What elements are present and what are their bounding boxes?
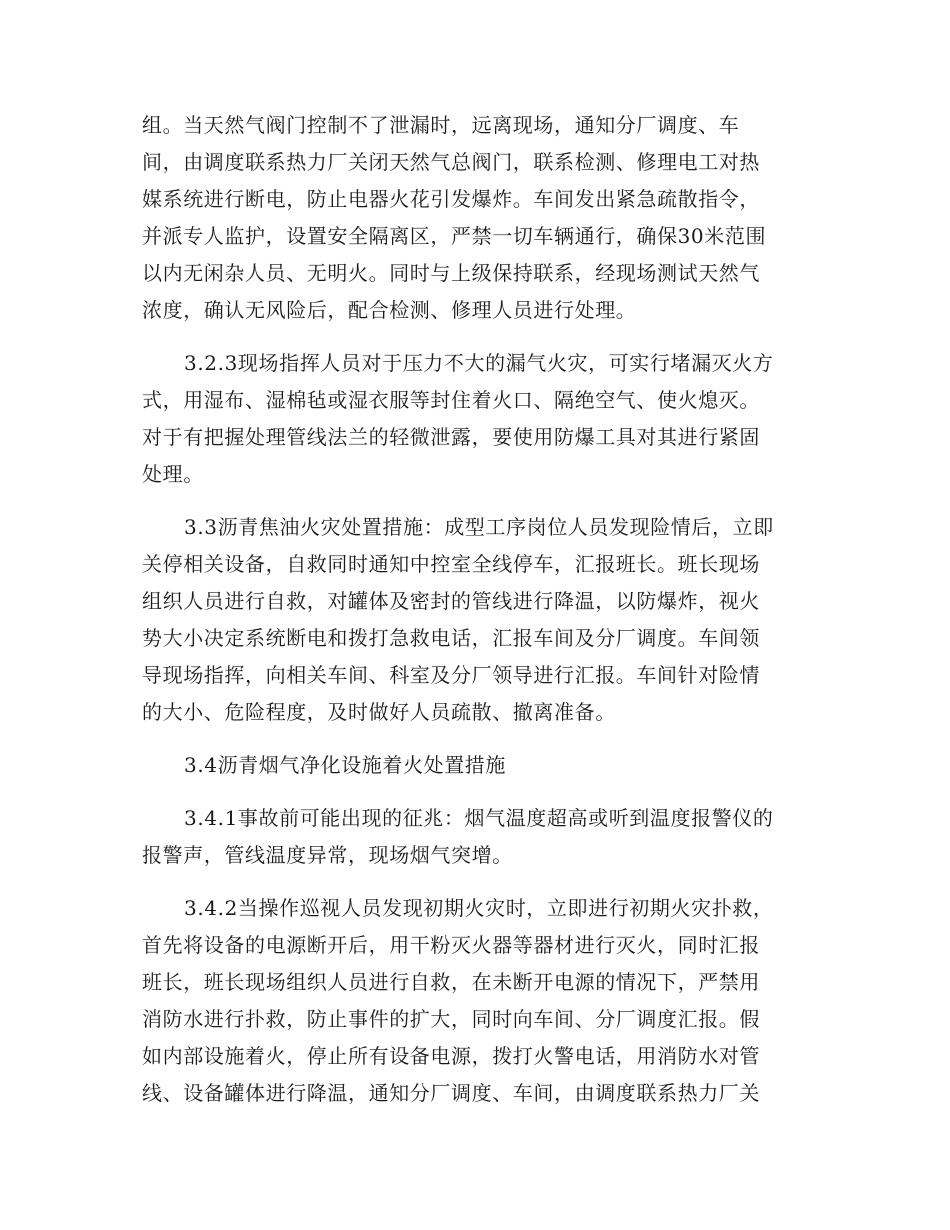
text-line: 式，用湿布、湿棉毡或湿衣服等封住着火口、隔绝空气、使火熄灭。: [142, 388, 760, 412]
section-heading-line: 3.4.2当操作巡视人员发现初期火灾时，立即进行初期火灾扑救，: [184, 896, 774, 920]
section-heading-line: 3.4.1事故前可能出现的征兆：烟气温度超高或听到温度报警仪的: [184, 806, 774, 830]
text-line: 并派专人监护，设置安全隔离区，严禁一切车辆通行，确保30米范围: [142, 224, 767, 248]
text-line: 首先将设备的电源断开后，用干粉灭火器等器材进行灭火，同时汇报: [142, 933, 760, 957]
text-line: 浓度，确认无风险后，配合检测、修理人员进行处理。: [142, 298, 637, 322]
text-line: 报警声，管线温度异常，现场烟气突增。: [142, 843, 513, 867]
text-line: 的大小、危险程度，及时做好人员疏散、撤离准备。: [142, 700, 616, 724]
text-line: 如内部设施着火，停止所有设备电源，拨打火警电话，用消防水对管: [142, 1044, 760, 1068]
text-line: 线、设备罐体进行降温，通知分厂调度、车间，由调度联系热力厂关: [142, 1081, 760, 1105]
text-line: 导现场指挥，向相关车间、科室及分厂领导进行汇报。车间针对险情: [142, 663, 760, 687]
text-line: 消防水进行扑救，防止事件的扩大，同时向车间、分厂调度汇报。假: [142, 1007, 760, 1031]
text-line: 组。当天然气阀门控制不了泄漏时，远离现场，通知分厂调度、车: [142, 113, 740, 137]
text-line: 对于有把握处理管线法兰的轻微泄露，要使用防爆工具对其进行紧固: [142, 425, 760, 449]
text-line: 媒系统进行断电，防止电器火花引发爆炸。车间发出紧急疏散指令，: [142, 187, 760, 211]
section-heading-line: 3.4沥青烟气净化设施着火处置措施: [184, 753, 507, 777]
section-heading-line: 3.3沥青焦油火灾处置措施：成型工序岗位人员发现险情后，立即: [184, 515, 774, 539]
text-line: 以内无闲杂人员、无明火。同时与上级保持联系，经现场测试天然气: [142, 261, 760, 285]
text-line: 班长，班长现场组织人员进行自救，在未断开电源的情况下，严禁用: [142, 970, 760, 994]
text-line: 间，由调度联系热力厂关闭天然气总阀门，联系检测、修理电工对热: [142, 150, 760, 174]
text-line: 关停相关设备，自救同时通知中控室全线停车，汇报班长。班长现场: [142, 552, 760, 576]
text-line: 势大小决定系统断电和拨打急救电话，汇报车间及分厂调度。车间领: [142, 626, 760, 650]
text-line: 处理。: [142, 462, 204, 486]
text-line: 组织人员进行自救，对罐体及密封的管线进行降温，以防爆炸，视火: [142, 589, 760, 613]
section-heading-line: 3.2.3现场指挥人员对于压力不大的漏气火灾，可实行堵漏灭火方: [184, 351, 774, 375]
